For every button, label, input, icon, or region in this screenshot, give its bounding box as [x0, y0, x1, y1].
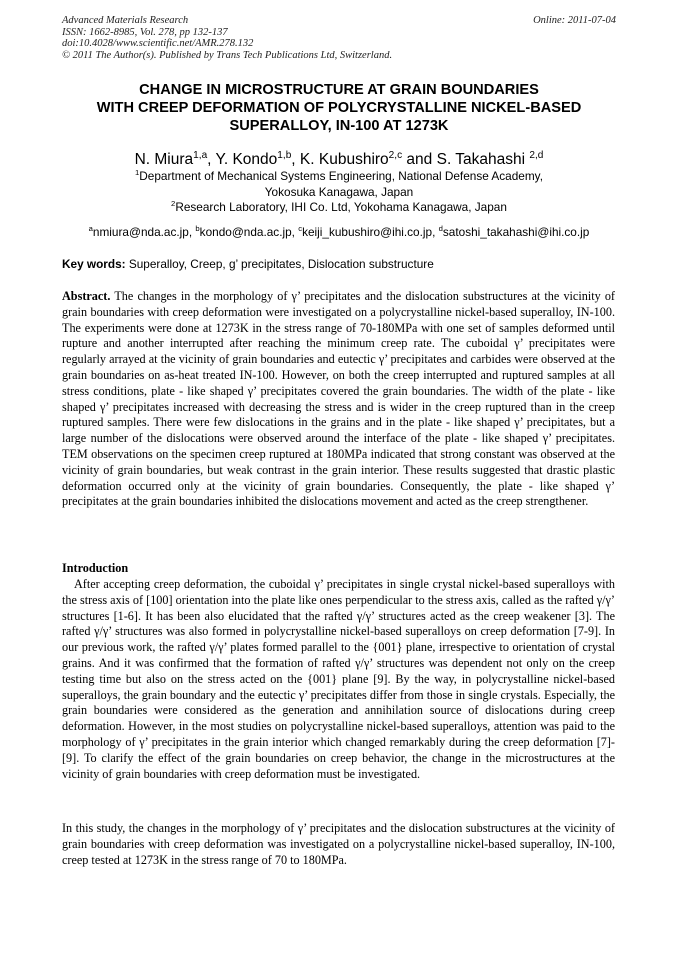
author-3: K. Kubushiro — [299, 151, 389, 168]
email-b[interactable]: kondo@nda.ac.jp, — [199, 225, 295, 239]
affiliation-1-line-2: Yokosuka Kanagawa, Japan — [264, 184, 414, 199]
keywords-text: Superalloy, Creep, g’ precipitates, Dislocation substructure — [128, 257, 434, 271]
author-2-sup: 1,b — [277, 149, 292, 161]
title-line-1: CHANGE IN MICROSTRUCTURE AT GRAIN BOUNDARIES — [139, 82, 539, 98]
introduction-paragraph-2: In this study, the changes in the morphology of γ’ precipitates and the dislocation substructures at the vicinity of grain boundaries with creep deformation was investigated on a polycrystalline nickel-based superalloy, IN-100, creep tested at 1273K in the stress range of 70 to 180MPa. — [62, 821, 615, 867]
author-1: N. Miura — [134, 151, 194, 168]
author-4: S. Takahashi — [436, 151, 526, 168]
email-d[interactable]: satoshi_takahashi@ihi.co.jp — [442, 225, 590, 239]
affiliation-2-text: Research Laboratory, IHI Co. Ltd, Yokohama Kanagawa, Japan — [175, 200, 507, 214]
author-emails — [40, 225, 638, 240]
author-3-sup: 2,c — [388, 149, 403, 161]
affiliations — [40, 169, 638, 216]
author-list: N. Miura$^{1,a}$, Y. Kondo$^{1,b}$, K. Kubushiro$^{2,c}$ and S. Takahashi $^{2,d}$ — [134, 149, 544, 168]
journal-copyright: © 2011 The Author(s). Published by Trans Tech Publications Ltd, Switzerland. — [62, 49, 393, 61]
introduction-paragraph-1: After accepting creep deformation, the cuboidal γ’ precipitates in single crystal nickel-based superalloys with the stress axis of [100] orientation into the plate like ones perpendicular to the stress axis, called as the rafted γ/γ’ structures [1-6]. It has been also elucidated that the rafted γ/γ’ structures acted as the creep weakener [3]. The rafted γ/γ’ structures was also formed in polycrystalline nickel-based superalloys on creep deformation [7-9]. In our previous work, the rafted γ/γ’ plates formed parallel to the {001} plane, irrespective to orientation of crystal grains. And it was confirmed that the formation of rafted γ/γ’ structures was dependent not only on the creep testing time but also on the stress acted on the {001} plane [9]. By the way, in polycrystalline nickel-based superalloys, the grain boundary and the eutectic γ’ precipitates differ from those in single crystals. Especially, the grain boundaries were considered as the generation and annihilation source of dislocations during creep deformation. However, in the most studies on polycrystalline nickel-based superalloys, attention was paid to the morphology of γ’ precipitates in the grain interior which changed remarkably during the creep deformation [7]-[9]. To clarify the effect of the grain boundaries on creep behavior, the change in the microstructures at the vicinity of grain boundaries with creep deformation must be investigated. — [62, 577, 615, 781]
journal-issn: ISSN: 1662-8985, Vol. 278, pp 132-137 — [62, 26, 228, 38]
journal-doi: doi:10.4028/www.scientific.net/AMR.278.132 — [62, 38, 254, 50]
author-4-sup: 2,d — [529, 149, 544, 161]
email-c-sup: c — [298, 224, 303, 234]
affiliation-1-text: Department of Mechanical Systems Engineering, National Defense Academy, — [139, 169, 543, 183]
author-2: Y. Kondo — [215, 151, 278, 168]
affiliation-1-sup: 1 — [135, 168, 140, 178]
affiliation-1-line-1 — [40, 169, 638, 185]
email-a[interactable]: nmiura@nda.ac.jp, — [92, 225, 193, 239]
paper-title — [40, 81, 638, 135]
online-date: Online: 2011-07-04 — [533, 15, 616, 26]
title-line-3: SUPERALLOY, IN-100 AT 1273K — [229, 118, 449, 134]
title-line-2: WITH CREEP DEFORMATION OF POLYCRYSTALLINE NICKEL-BASED — [96, 100, 582, 116]
email-c[interactable]: keiji_kubushiro@ihi.co.jp, — [302, 225, 436, 239]
abstract — [62, 289, 615, 510]
keywords-label: Key words: — [62, 257, 126, 271]
author-and: and — [406, 151, 433, 168]
abstract-text: The changes in the morphology of γ’ precipitates and the dislocation substructures at the vicinity of grain boundaries with creep deformation were investigated on a polycrystalline nickel-based superalloy, IN-100. The experiments were done at 1273K in the stress range of 70-180MPa with one set of samples deformed until rupture and another interrupted after reaching the minimum creep rate. The cuboidal γ’ precipitates were regularly arrayed at the vicinity of grain boundaries and eutectic γ’ precipitates and carbides were observed at the grain boundaries on as-heat treated IN-100. However, on both the creep interrupted and ruptured samples at all stress conditions, plate - like shaped γ’ precipitates covered the grain boundaries. The width of the plate - like shaped γ’ precipitates increased with decreasing the stress and is wider in the creep ruptured than in the creep ruptured samples. There were few dislocations in the grains and in the plate - like shaped γ’ precipitates, but a large number of the dislocations were observed around the interface of the plate - like shaped γ’ precipitates. TEM observations on the specimen creep ruptured at 180MPa indicated that strong constant was observed at the vicinity of grain boundaries, but weak contrast in the grain interior. These results suggested that drastic plastic deformation occurred only at the vicinity of grain boundaries. Consequently, the plate - like shaped γ’ precipitates at the grain boundaries inhibited the dislocations movement and acted as the creep strengthener. — [62, 289, 615, 509]
journal-name: Advanced Materials Research — [62, 15, 189, 26]
email-a-sup: a — [88, 224, 93, 234]
author-1-sup: 1,a — [193, 149, 208, 161]
journal-header — [62, 15, 616, 61]
email-b-sup: b — [195, 224, 200, 234]
email-d-sup: d — [438, 224, 443, 234]
affiliation-2 — [40, 200, 638, 216]
introduction-heading: Introduction — [62, 561, 129, 575]
abstract-label: Abstract. — [62, 289, 111, 303]
affiliation-2-sup: 2 — [171, 199, 176, 209]
keywords — [62, 257, 616, 272]
